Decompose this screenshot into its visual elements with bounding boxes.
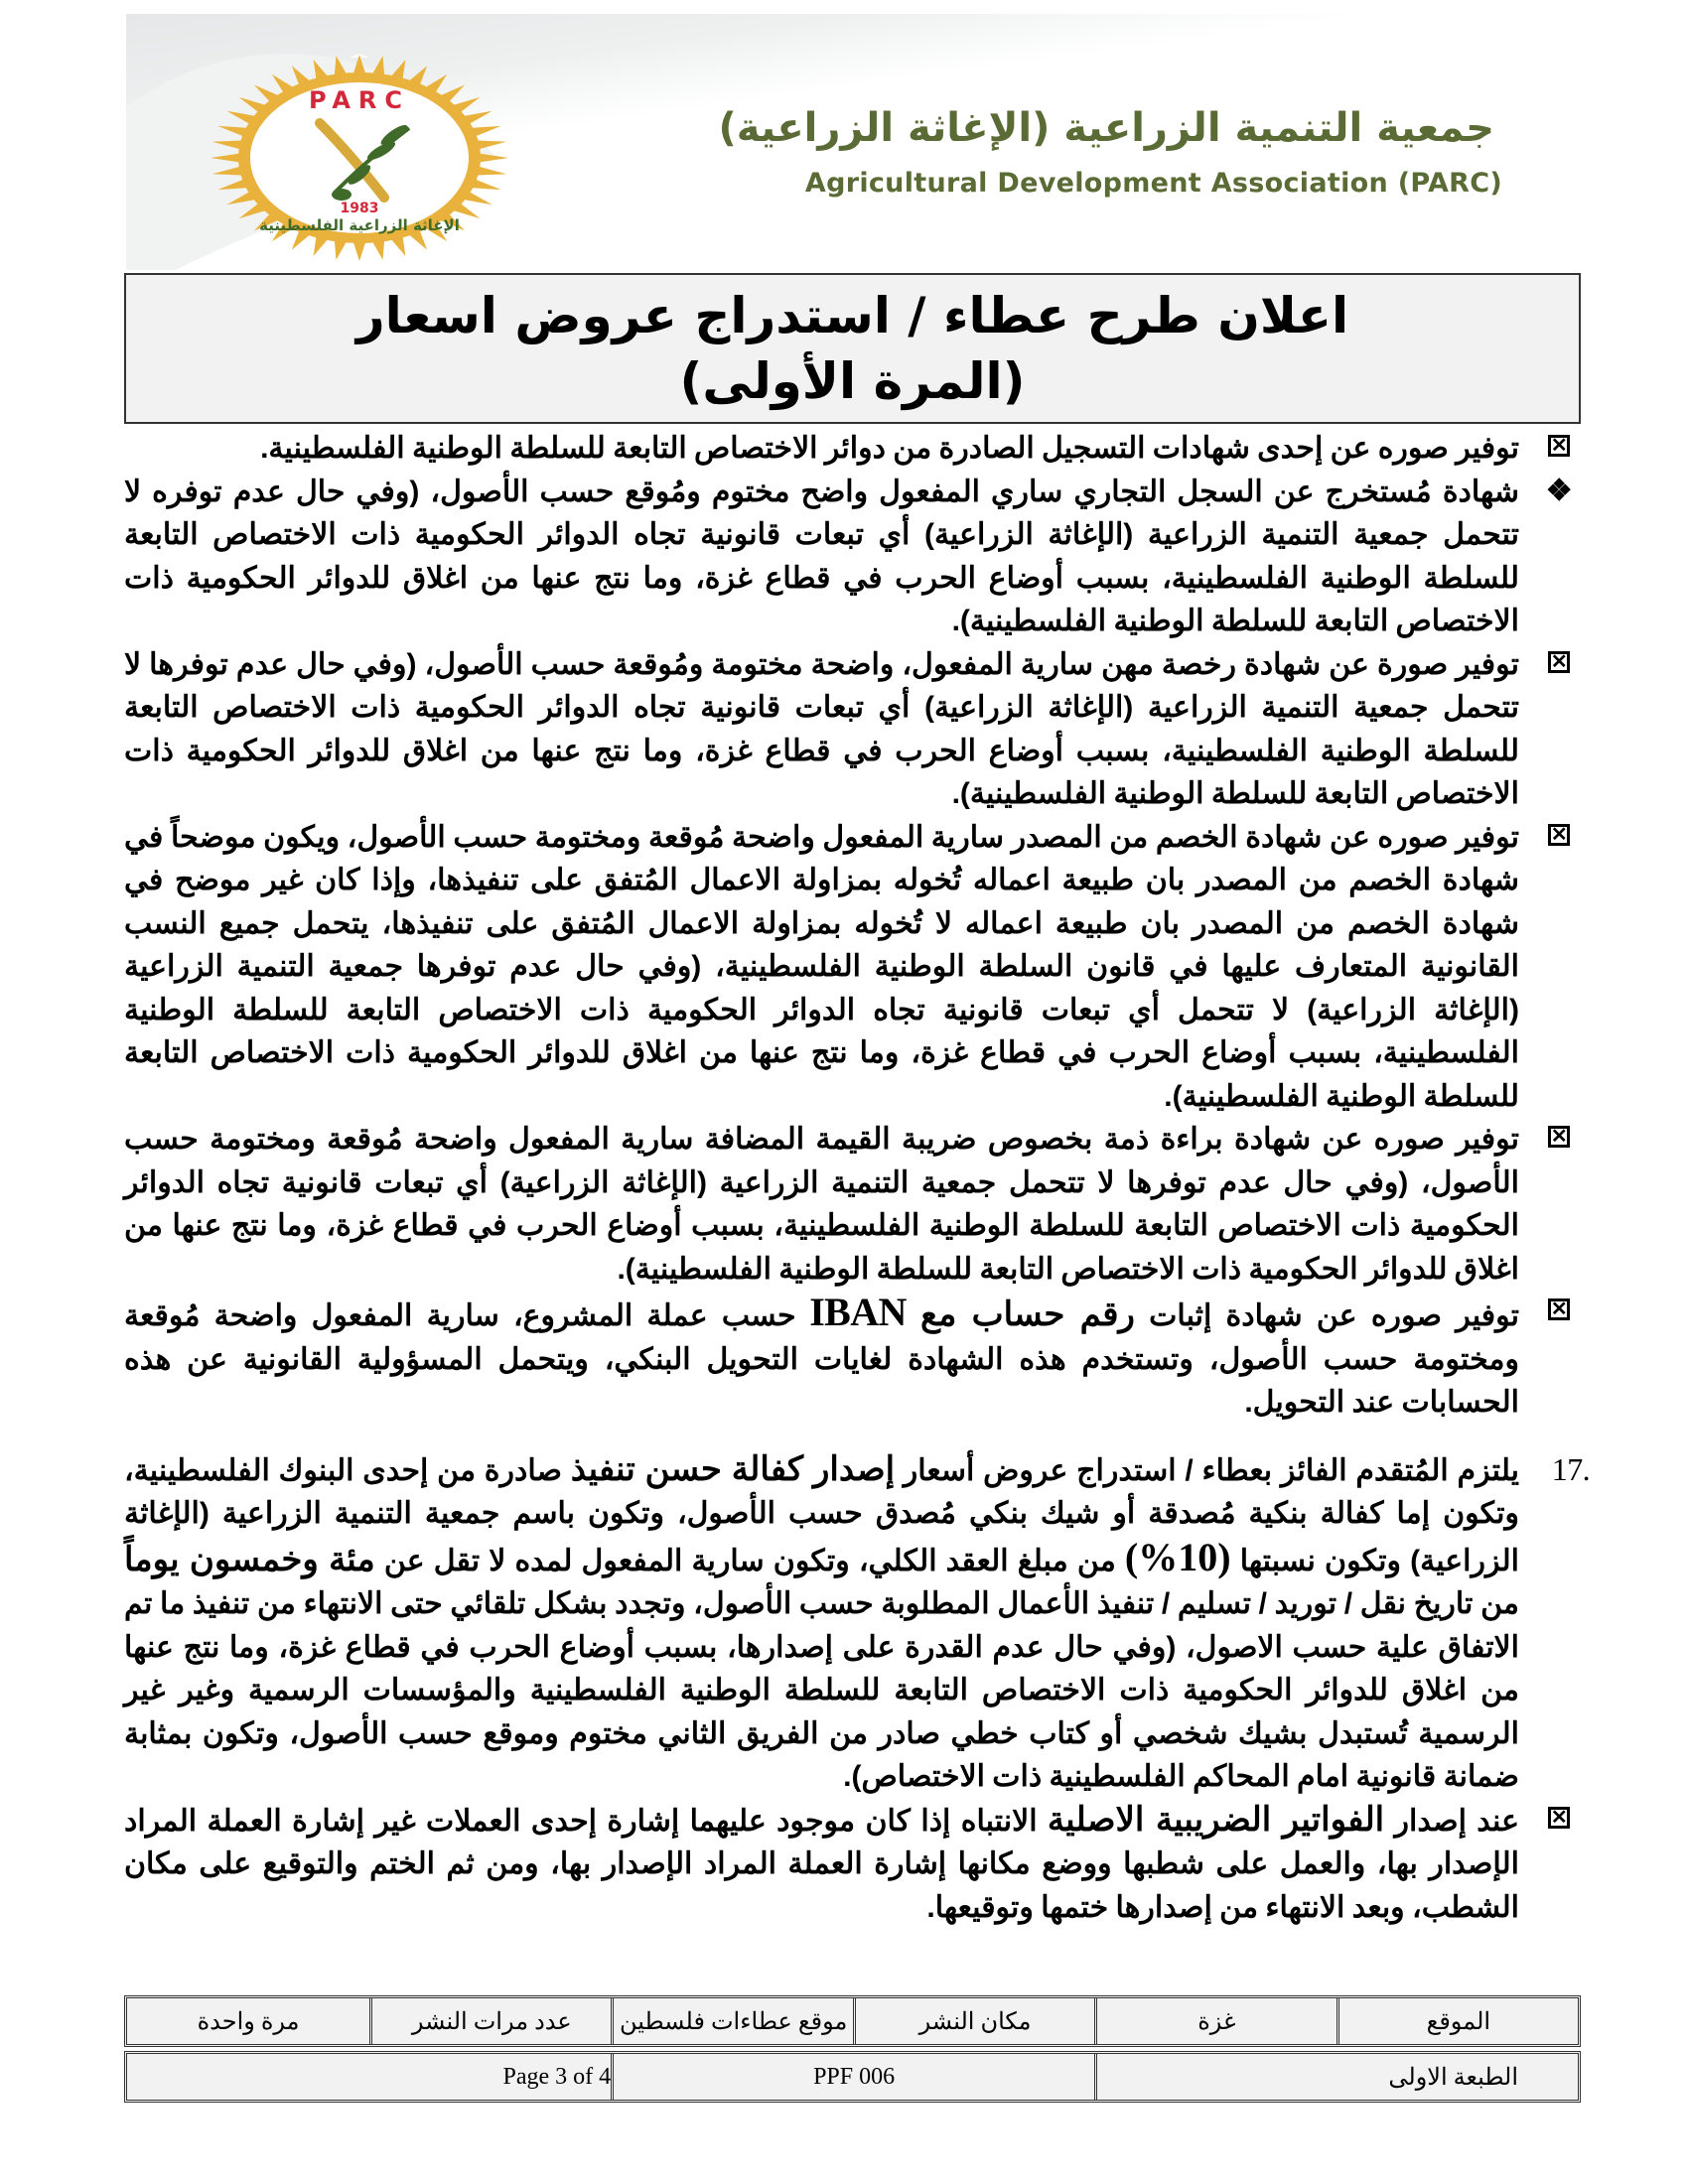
requirement-text: توفير صوره عن شهادة براءة ذمة بخصوص ضريبة القيمة المضافة سارية المفعول واضحة مُوقعة ومختومة حسب الأصول، (وفي حال عدم توفرها لا تتحمل جمعية التنمية الزراعية (الإغاثة الزراعية) أي تبعات قانونية تجاه الدوائر الحكومية ذات الاختصاص التابعة للسلطة الوطنية الفلسطينية، بسبب أوضاع الحرب في قطاع غزة، وما نتج عنها من اغلاق للدوائر الحكومية ذات الاختصاص التابعة للسلطة الوطنية الفلسطينية).: [124, 1123, 1519, 1286]
clause-number: 17.: [1551, 1450, 1590, 1487]
checkbox-x-icon: ✕: [1548, 824, 1570, 846]
footer-publication-table: [124, 1995, 1581, 2047]
requirement-text: عند إصدار: [1384, 1804, 1519, 1838]
clause-text: صادرة من إحدى البنوك الفلسطينية، وتكون إما كفالة بنكية مُصدقة أو شيك بنكي مُصدق حسب الأصول، وتكون باسم جمعية التنمية الزراعية (الإغاثة الزراعية) وتكون نسبتها: [124, 1453, 1519, 1577]
checkbox-x-icon: ✕: [1548, 435, 1570, 457]
clause-text: من مبلغ العقد الكلي، وتكون سارية المفعول لمده لا تقل عن: [374, 1544, 1125, 1577]
requirement-item: [124, 471, 1584, 643]
org-name-english: Agricultural Development Association (PARC): [804, 168, 1502, 199]
clause-text: من تاريخ نقل / توريد / تسليم / تنفيذ الأعمال المطلوبة حسب الأصول، وتجدد بشكل تلقائي حتى الانتهاء من تنفيذ ما تم الاتفاق علية حسب الاصول، (وفي حال عدم القدرة على إصدارها، بسبب أوضاع الحرب في قطاع غزة، وما نتج عنها من اغلاق للدوائر الحكومية ذات الاختصاص التابعة للسلطة الوطنية الفلسطينية والمؤسسات الرسمية وغير غير الرسمية تُستبدل بشيك شخصي أو كتاب خطي صادر من الفريق الثاني مختوم وموقع حسب الأصول، وتكون بمثابة ضمانة قانونية امام المحاكم الفلسطينية ذات الاختصاص).: [124, 1587, 1519, 1793]
footer-value-publish-count: مرة واحدة: [197, 2008, 300, 2035]
requirement-item: [124, 643, 1584, 816]
requirement-text: شهادة مُستخرج عن السجل التجاري ساري المفعول واضح مختوم ومُوقع حسب الأصول، (وفي حال عدم توفره لا تتحمل جمعية التنمية الزراعية (الإغاثة الزراعية) أي تبعات قانونية تجاه الدوائر الحكومية ذات الاختصاص التابعة للسلطة الوطنية الفلسطينية، بسبب أوضاع الحرب في قطاع غزة، وما نتج عنها من اغلاق للدوائر الحكومية ذات الاختصاص التابعة للسلطة الوطنية الفلسطينية).: [124, 475, 1519, 637]
clause-text: يلتزم المُتقدم الفائز بعطاء / استدراج عروض أسعار: [895, 1453, 1519, 1487]
requirement-item: [124, 1118, 1584, 1291]
footer-form-code: PPF 006: [611, 2054, 1094, 2100]
duration-emphasis: مئة وخمسون يوماً: [124, 1540, 375, 1578]
requirement-text: حسب عملة المشروع، سارية المفعول واضحة مُوقعة ومختومة حسب الأصول، وتستخدم هذه الشهادة لغايات التحويل البنكي، ويتحمل المسؤولية القانونية عن هذه الحسابات عند التحويل.: [124, 1299, 1519, 1419]
requirement-item-iban: [124, 1291, 1584, 1425]
iban-emphasis: IBAN: [809, 1290, 907, 1334]
performance-bond-emphasis: إصدار كفالة حسن تنفيذ: [570, 1449, 896, 1488]
invoice-requirement-item: [124, 1799, 1584, 1930]
parc-logo: [211, 54, 508, 262]
requirement-text: توفير صوره عن شهادة إثبات: [1134, 1299, 1519, 1332]
logo-parc-text: PARC: [308, 86, 411, 114]
document-body: [124, 427, 1590, 1929]
requirement-text: توفير صوره عن شهادة الخصم من المصدر سارية المفعول واضحة مُوقعة ومختومة حسب الأصول، ويكون موضحاً في شهادة الخصم من المصدر بان طبيعة اعماله تُخوله بمزاولة الاعمال المُتفق على تنفيذها، وإذا كان غير موضح في شهادة الخصم من المصدر بان طبيعة اعماله لا تُخوله بمزاولة الاعمال المُتفق على تنفيذها، يتحمل جميع النسب القانونية المتعارف عليها في قانون السلطة الوطنية الفلسطينية، (وفي حال عدم توفرها جمعية التنمية الزراعية (الإغاثة الزراعية) لا تتحمل أي تبعات قانونية تجاه الدوائر الحكومية ذات الاختصاص التابعة للسلطة الوطنية الفلسطينية، بسبب أوضاع الحرب في قطاع غزة، وما نتج عنها من اغلاق للدوائر الحكومية ذات الاختصاص التابعة للسلطة الوطنية الفلسطينية).: [124, 820, 1520, 1113]
footer-page-number: Page 3 of 4: [502, 2063, 612, 2090]
checkbox-x-icon: ✕: [1548, 1298, 1570, 1320]
requirement-text: توفير صورة عن شهادة رخصة مهن سارية المفعول، واضحة مختومة ومُوقعة حسب الأصول، (وفي حال عدم توفرها لا تتحمل جمعية التنمية الزراعية (الإغاثة الزراعية) أي تبعات قانونية تجاه الدوائر الحكومية ذات الاختصاص التابعة للسلطة الوطنية الفلسطينية، بسبب أوضاع الحرب في قطاع غزة، وما نتج عنها من اغلاق للدوائر الحكومية ذات الاختصاص التابعة للسلطة الوطنية الفلسطينية).: [124, 647, 1519, 810]
logo-year: 1983: [340, 201, 379, 216]
requirement-text: توفير صوره عن إحدى شهادات التسجيل الصادرة من دوائر الاختصاص التابعة للسلطة الوطنية الفلسطينية.: [260, 432, 1519, 465]
requirement-item: [124, 427, 1584, 471]
percent-emphasis: (10%): [1124, 1534, 1231, 1579]
announcement-title: اعلان طرح عطاء / استدراج عروض اسعار: [355, 287, 1349, 344]
requirement-text: الانتباه إذا كان موجود عليهما إشارة إحدى العملات غير إشارة العملة المراد الإصدار بها، والعمل على شطبها ووضع مكانها إشارة العملة المراد الإصدار بها، ومن ثم الختم والتوقيع على مكان الشطب، وبعد الانتهاء من إصدارها ختمها وتوقيعها.: [124, 1804, 1519, 1924]
checkbox-x-icon: ✕: [1548, 1807, 1570, 1829]
checkbox-x-icon: ✕: [1548, 651, 1570, 673]
account-number-emphasis: رقم حساب مع: [920, 1296, 1135, 1333]
logo-arabic-text: الإغاثة الزراعية الفلسطينية: [259, 216, 460, 234]
clause-17: [124, 1448, 1590, 1799]
footer-document-info: [124, 2051, 1581, 2103]
diamond-bullet-icon: ❖: [1545, 474, 1572, 507]
announcement-title-box: [124, 273, 1581, 424]
footer-label-publish-place: مكان النشر: [853, 1998, 1094, 2044]
footer-edition: الطبعة الاولى: [1094, 2054, 1578, 2100]
checkbox-x-icon: ✕: [1548, 1126, 1570, 1148]
announcement-subtitle: (المرة الأولى): [679, 352, 1026, 410]
footer-label-publish-count: عدد مرات النشر: [369, 1998, 611, 2044]
requirement-item: [124, 816, 1584, 1119]
tax-invoice-emphasis: الفواتير الضريبية الاصلية: [1047, 1800, 1385, 1839]
footer-label-location: الموقع: [1336, 1998, 1578, 2044]
org-name-arabic: جمعية التنمية الزراعية (الإغاثة الزراعية): [718, 105, 1494, 151]
letterhead-banner: [126, 14, 1584, 270]
footer-value-publish-place: موقع عطاءات فلسطين: [611, 1998, 852, 2044]
footer-value-location: غزة: [1094, 1998, 1336, 2044]
